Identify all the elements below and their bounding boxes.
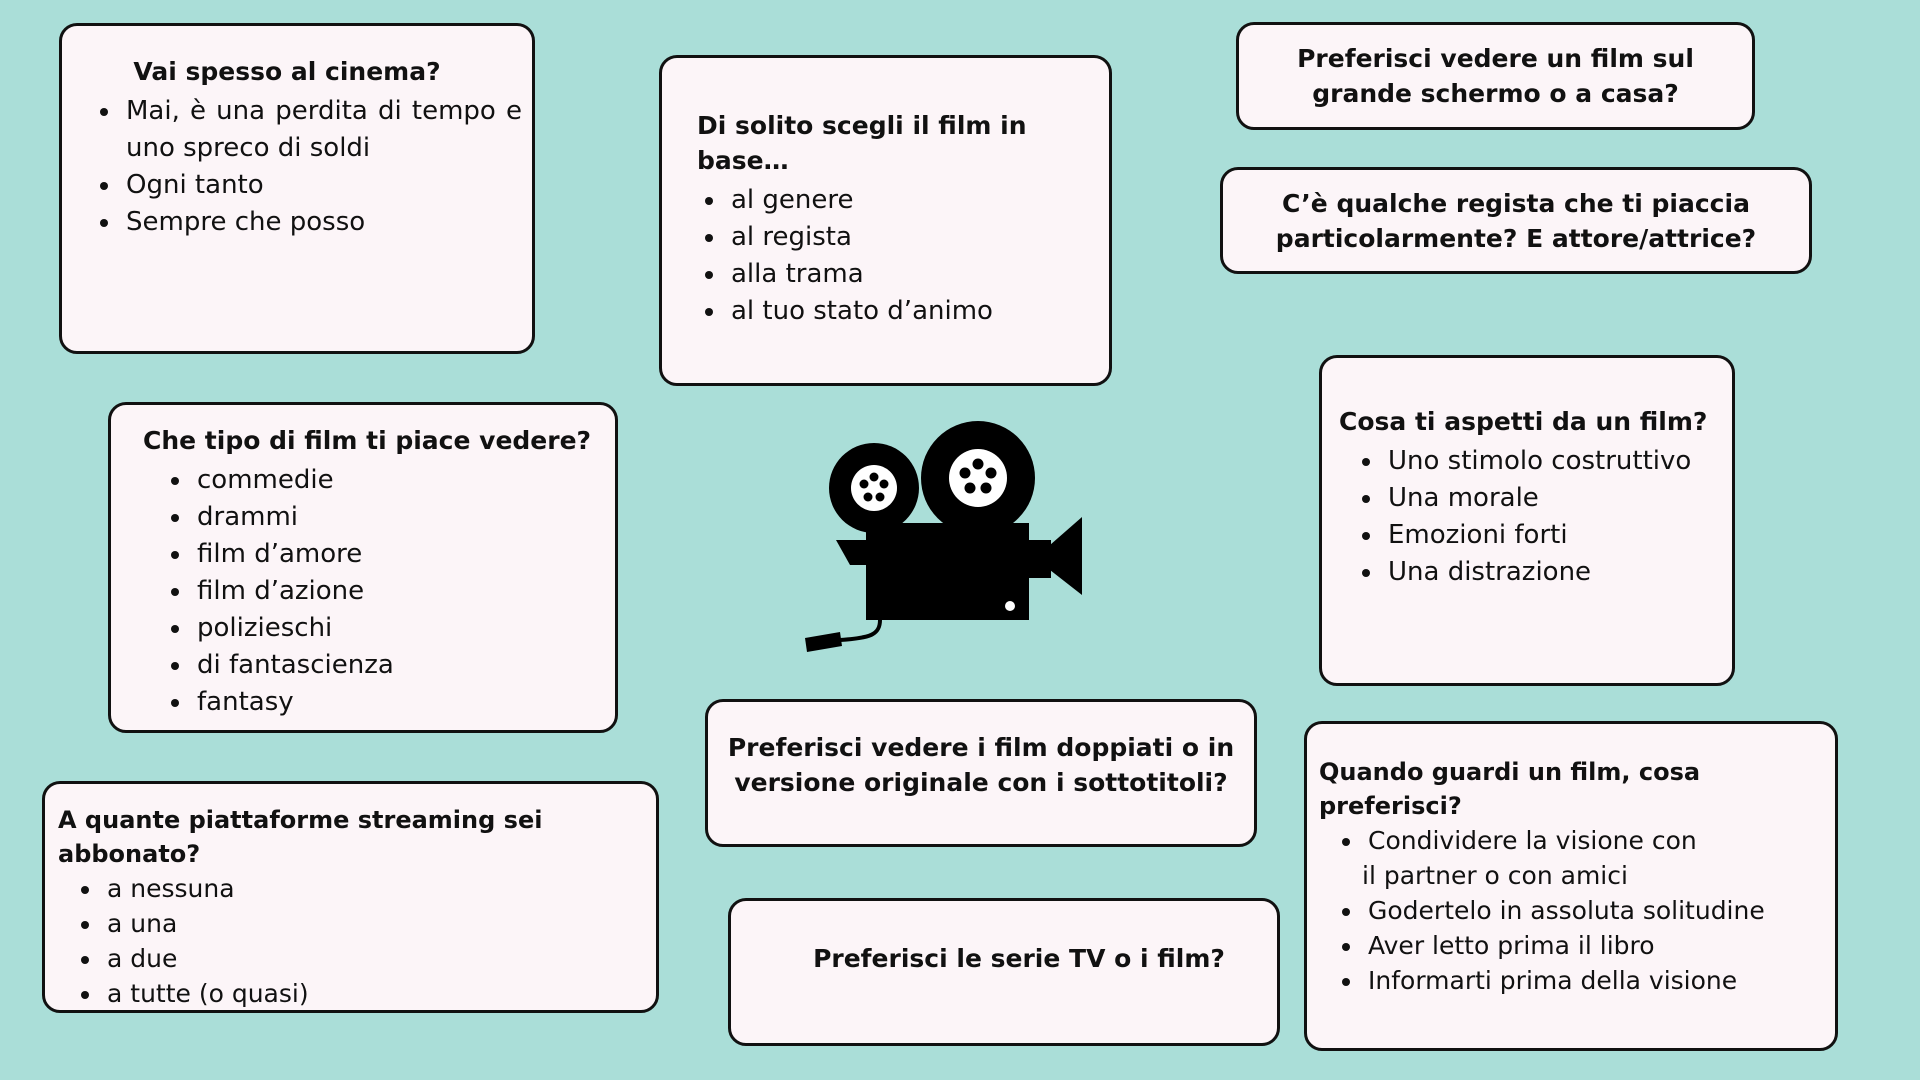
card-viewing-preferences [1304, 721, 1838, 1051]
card-series-or-films [728, 898, 1280, 1046]
option-list [697, 182, 1095, 330]
card-film-expectations [1319, 355, 1735, 686]
card-title: Cosa ti aspetti da un film? [1339, 407, 1708, 436]
option-list [1319, 823, 1827, 998]
option-list [1339, 443, 1720, 591]
list-item: • al tuo stato d’animo [727, 293, 1095, 330]
list-item: • alla trama [727, 256, 1095, 293]
list-item: • al genere [727, 182, 1095, 219]
list-item: • di fantascienza [193, 647, 603, 684]
list-item: • commedie [193, 462, 603, 499]
list-item: • Una morale [1384, 480, 1720, 517]
list-item: • Condividere la visione con [1364, 823, 1827, 858]
card-title: Di solito scegli il film in base… [697, 111, 1027, 175]
card-film-choice [659, 55, 1112, 386]
list-item: • Aver letto prima il libro [1364, 928, 1827, 963]
card-title: Preferisci vedere un film sul grande schermo o a casa? [1297, 44, 1694, 108]
option-list [143, 462, 603, 721]
card-favorite-director [1220, 167, 1812, 274]
card-title: C’è qualche regista che ti piaccia particolarmente? E attore/attrice? [1275, 189, 1757, 253]
card-cinema-frequency [59, 23, 535, 354]
list-item: • Mai, è una perdita di tempo e uno spreco di soldi [122, 93, 522, 167]
list-item: • drammi [193, 499, 603, 536]
card-title: Quando guardi un film, cosa preferisci? [1319, 758, 1701, 820]
card-title: A quante piattaforme streaming sei abbonato? [58, 806, 543, 868]
list-item: • Sempre che posso [122, 204, 522, 241]
list-item: • fantasy [193, 684, 603, 721]
option-list [58, 871, 652, 1011]
list-item: • Uno stimolo costruttivo [1384, 443, 1720, 480]
option-list [92, 93, 522, 241]
card-film-genre [108, 402, 618, 733]
list-item: • al regista [727, 219, 1095, 256]
list-item: • a due [103, 941, 652, 976]
card-dubbed-or-original [705, 699, 1257, 847]
list-item: • film d’amore [193, 536, 603, 573]
list-item-continuation: il partner o con amici [1362, 861, 1628, 891]
list-item: • a tutte (o quasi) [103, 976, 652, 1011]
list-item: • Ogni tanto [122, 167, 522, 204]
list-item: • Una distrazione [1384, 554, 1720, 591]
card-title: Che tipo di film ti piace vedere? [143, 426, 592, 455]
card-title: Vai spesso al cinema? [133, 57, 441, 86]
list-item: • polizieschi [193, 610, 603, 647]
card-screen-preference [1236, 22, 1755, 130]
card-title: Preferisci le serie TV o i film? [813, 944, 1225, 973]
list-item: • Emozioni forti [1384, 517, 1720, 554]
list-item: • a nessuna [103, 871, 652, 906]
list-item: • a una [103, 906, 652, 941]
movie-camera-icon [800, 420, 1090, 660]
card-streaming-platforms [42, 781, 659, 1013]
list-item: • Informarti prima della visione [1364, 963, 1827, 998]
list-item: • Godertelo in assoluta solitudine [1364, 893, 1827, 928]
card-title: Preferisci vedere i film doppiati o in versione originale con i sottotitoli? [727, 733, 1235, 797]
list-item: • film d’azione [193, 573, 603, 610]
